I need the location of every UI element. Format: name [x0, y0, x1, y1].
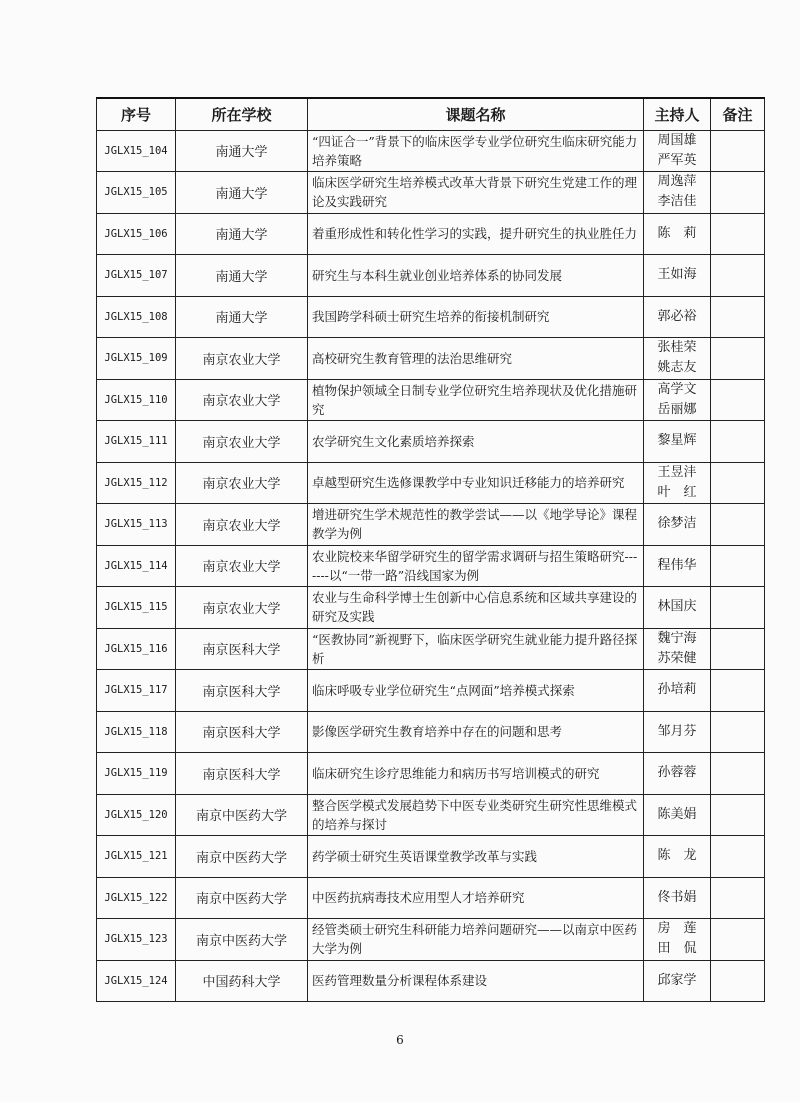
table-row: [97, 960, 765, 1002]
table-row: [97, 296, 765, 338]
topic-cell: 临床研究生诊疗思维能力和病历书写培训模式的研究: [308, 753, 644, 795]
topic-cell: 临床呼吸专业学位研究生“点网面”培养模式探索: [308, 670, 644, 712]
topic-cell: 卓越型研究生选修课教学中专业知识迁移能力的培养研究: [308, 462, 644, 504]
topic-cell: 农业与生命科学博士生创新中心信息系统和区域共享建设的研究及实践: [308, 587, 644, 629]
host-name: 郭必裕: [657, 308, 697, 324]
host-name: 岳丽娜: [657, 401, 697, 417]
host-name: 魏宁海: [657, 630, 697, 646]
host-name: 邹月芬: [657, 723, 697, 739]
project-id-cell: JGLX15_119: [97, 753, 176, 795]
table-row: [97, 628, 765, 670]
page-number: 6: [396, 1033, 404, 1047]
host-cell: [644, 545, 711, 587]
table-row: [97, 462, 765, 504]
host-name: 姚志友: [657, 360, 697, 376]
school-cell: 南通大学: [176, 255, 308, 297]
topic-cell: 我国跨学科硕士研究生培养的衔接机制研究: [308, 296, 644, 338]
topic-cell: 中医药抗病毒技术应用型人才培养研究: [308, 877, 644, 919]
host-name: 程伟华: [657, 557, 697, 573]
host-name: 严军英: [657, 152, 697, 168]
topic-cell: 植物保护领域全日制专业学位研究生培养现状及优化措施研究: [308, 379, 644, 421]
topic-cell: 整合医学模式发展趋势下中医专业类研究生研究性思维模式的培养与探讨: [308, 794, 644, 836]
note-cell: [711, 504, 765, 546]
school-cell: 南京中医药大学: [176, 794, 308, 836]
project-id-cell: JGLX15_117: [97, 670, 176, 712]
project-id-cell: JGLX15_104: [97, 130, 176, 172]
host-cell: [644, 379, 711, 421]
host-cell: [644, 338, 711, 380]
school-cell: 南京农业大学: [176, 462, 308, 504]
table-row: [97, 130, 765, 172]
topic-cell: “医教协同”新视野下，临床医学研究生就业能力提升路径探析: [308, 628, 644, 670]
note-cell: [711, 670, 765, 712]
project-id-cell: JGLX15_107: [97, 255, 176, 297]
note-cell: [711, 296, 765, 338]
topic-cell: 增进研究生学术规范性的教学尝试——以《地学导论》课程教学为例: [308, 504, 644, 546]
host-name: 佟书娟: [657, 889, 697, 905]
table-row: [97, 711, 765, 753]
host-name: 房 莲: [657, 921, 697, 937]
host-cell: [644, 877, 711, 919]
host-cell: [644, 836, 711, 878]
school-cell: 南通大学: [176, 130, 308, 172]
host-cell: [644, 919, 711, 961]
host-name: 王如海: [657, 267, 697, 283]
header-host: 主持人: [644, 98, 711, 130]
note-cell: [711, 172, 765, 214]
note-cell: [711, 545, 765, 587]
project-id-cell: JGLX15_121: [97, 836, 176, 878]
host-name: 孙培莉: [657, 682, 697, 698]
header-row: [97, 98, 765, 130]
table-row: [97, 753, 765, 795]
topic-cell: 经管类硕士研究生科研能力培养问题研究——以南京中医药大学为例: [308, 919, 644, 961]
school-cell: 南京医科大学: [176, 670, 308, 712]
host-name: 李洁佳: [657, 194, 697, 210]
note-cell: [711, 213, 765, 255]
table-row: [97, 421, 765, 463]
host-cell: [644, 794, 711, 836]
table-row: [97, 587, 765, 629]
school-cell: 南京中医药大学: [176, 919, 308, 961]
school-cell: 南京中医药大学: [176, 877, 308, 919]
project-id-cell: JGLX15_110: [97, 379, 176, 421]
host-name: 陈 莉: [657, 225, 697, 241]
school-cell: 南京医科大学: [176, 628, 308, 670]
topic-cell: 农学研究生文化素质培养探索: [308, 421, 644, 463]
project-id-cell: JGLX15_118: [97, 711, 176, 753]
school-cell: 南通大学: [176, 172, 308, 214]
school-cell: 南京农业大学: [176, 587, 308, 629]
note-cell: [711, 379, 765, 421]
host-cell: [644, 960, 711, 1002]
host-cell: [644, 462, 711, 504]
host-cell: [644, 711, 711, 753]
project-id-cell: JGLX15_109: [97, 338, 176, 380]
topic-cell: 着重形成性和转化性学习的实践，提升研究生的执业胜任力: [308, 213, 644, 255]
project-id-cell: JGLX15_113: [97, 504, 176, 546]
table-header: [97, 98, 765, 130]
topic-cell: 药学硕士研究生英语课堂教学改革与实践: [308, 836, 644, 878]
header-note: 备注: [711, 98, 765, 130]
host-name: 陈 龙: [657, 848, 697, 864]
host-name: 陈美娟: [657, 806, 697, 822]
school-cell: 南京中医药大学: [176, 836, 308, 878]
project-id-cell: JGLX15_111: [97, 421, 176, 463]
table-row: [97, 794, 765, 836]
host-cell: [644, 753, 711, 795]
host-name: 张桂荣: [657, 340, 697, 356]
topic-cell: 临床医学研究生培养模式改革大背景下研究生党建工作的理论及实践研究: [308, 172, 644, 214]
note-cell: [711, 711, 765, 753]
school-cell: 南京医科大学: [176, 753, 308, 795]
host-name: 孙蓉蓉: [657, 765, 697, 781]
project-id-cell: JGLX15_112: [97, 462, 176, 504]
host-name: 苏荣健: [657, 650, 697, 666]
table-row: [97, 379, 765, 421]
project-id-cell: JGLX15_123: [97, 919, 176, 961]
host-cell: [644, 172, 711, 214]
school-cell: 南通大学: [176, 213, 308, 255]
project-id-cell: JGLX15_124: [97, 960, 176, 1002]
host-name: 周国雄: [657, 132, 697, 148]
topic-cell: 影像医学研究生教育培养中存在的问题和思考: [308, 711, 644, 753]
host-cell: [644, 296, 711, 338]
table-row: [97, 545, 765, 587]
host-name: 田 侃: [657, 941, 697, 957]
topic-cell: 农业院校来华留学研究生的留学需求调研与招生策略研究-------以“一带一路”沿线国家为例: [308, 545, 644, 587]
school-cell: 中国药科大学: [176, 960, 308, 1002]
table-row: [97, 919, 765, 961]
host-cell: [644, 504, 711, 546]
school-cell: 南京农业大学: [176, 421, 308, 463]
host-name: 徐梦洁: [657, 516, 697, 532]
host-cell: [644, 670, 711, 712]
table-row: [97, 877, 765, 919]
note-cell: [711, 960, 765, 1002]
school-cell: 南京农业大学: [176, 504, 308, 546]
table-body: [97, 130, 765, 1002]
host-name: 周逸萍: [657, 174, 697, 190]
note-cell: [711, 836, 765, 878]
note-cell: [711, 421, 765, 463]
project-table: [96, 97, 765, 1002]
header-id: 序号: [97, 98, 176, 130]
host-name: 黎星辉: [657, 433, 697, 449]
host-cell: [644, 213, 711, 255]
school-cell: 南京医科大学: [176, 711, 308, 753]
table-row: [97, 213, 765, 255]
project-id-cell: JGLX15_114: [97, 545, 176, 587]
topic-cell: “四证合一”背景下的临床医学专业学位研究生临床研究能力培养策略: [308, 130, 644, 172]
note-cell: [711, 628, 765, 670]
note-cell: [711, 877, 765, 919]
host-cell: [644, 255, 711, 297]
host-name: 林国庆: [657, 599, 697, 615]
topic-cell: 医药管理数量分析课程体系建设: [308, 960, 644, 1002]
school-cell: 南京农业大学: [176, 545, 308, 587]
project-id-cell: JGLX15_116: [97, 628, 176, 670]
host-name: 王昱沣: [657, 464, 697, 480]
table-row: [97, 836, 765, 878]
note-cell: [711, 919, 765, 961]
project-id-cell: JGLX15_122: [97, 877, 176, 919]
project-id-cell: JGLX15_120: [97, 794, 176, 836]
table-row: [97, 670, 765, 712]
host-name: 高学文: [657, 381, 697, 397]
host-cell: [644, 130, 711, 172]
table-row: [97, 338, 765, 380]
topic-cell: 高校研究生教育管理的法治思维研究: [308, 338, 644, 380]
host-name: 邱家学: [657, 972, 697, 988]
note-cell: [711, 130, 765, 172]
topic-cell: 研究生与本科生就业创业培养体系的协同发展: [308, 255, 644, 297]
header-topic: 课题名称: [308, 98, 644, 130]
host-name: 叶 红: [657, 484, 697, 500]
note-cell: [711, 338, 765, 380]
project-id-cell: JGLX15_106: [97, 213, 176, 255]
school-cell: 南通大学: [176, 296, 308, 338]
project-id-cell: JGLX15_105: [97, 172, 176, 214]
project-id-cell: JGLX15_108: [97, 296, 176, 338]
header-school: 所在学校: [176, 98, 308, 130]
project-id-cell: JGLX15_115: [97, 587, 176, 629]
note-cell: [711, 587, 765, 629]
school-cell: 南京农业大学: [176, 338, 308, 380]
table-row: [97, 504, 765, 546]
note-cell: [711, 255, 765, 297]
host-cell: [644, 587, 711, 629]
table-row: [97, 255, 765, 297]
table-row: [97, 172, 765, 214]
school-cell: 南京农业大学: [176, 379, 308, 421]
note-cell: [711, 753, 765, 795]
note-cell: [711, 462, 765, 504]
note-cell: [711, 794, 765, 836]
host-cell: [644, 421, 711, 463]
host-cell: [644, 628, 711, 670]
